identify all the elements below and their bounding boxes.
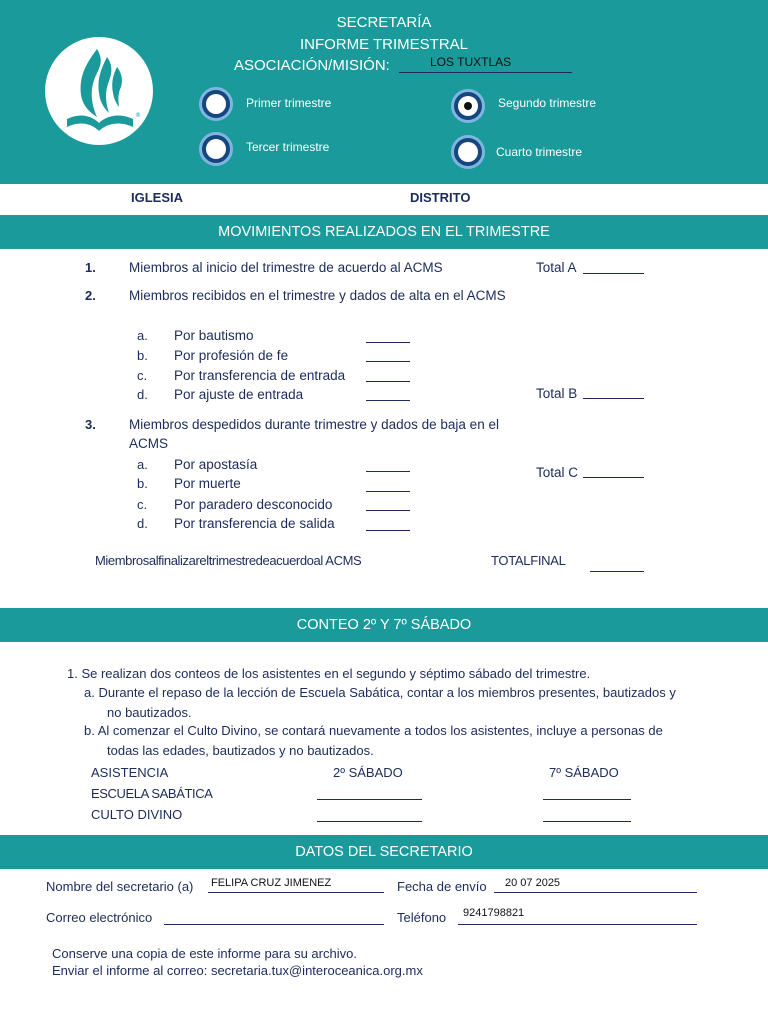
radio-segundo-trimestre[interactable] <box>451 89 485 123</box>
church-logo <box>45 37 153 145</box>
telefono-value: 9241798821 <box>463 907 525 919</box>
sub-text-transferencia-salida: Por transferencia de salida <box>174 516 335 531</box>
secretary-name-label: Nombre del secretario (a) <box>46 879 194 894</box>
secretary-name-value: FELIPA CRUZ JIMENEZ <box>211 877 332 889</box>
final-members-label: Miembrosalfinalizareltrimestredeacuerdoal ACMS <box>95 553 362 568</box>
sub-text-ajuste-entrada: Por ajuste de entrada <box>174 387 304 402</box>
flame-bible-icon <box>45 37 153 145</box>
muerte-field[interactable] <box>366 491 410 492</box>
culto-divino-label: CULTO DIVINO <box>91 807 183 822</box>
item2-text: Miembros recibidos en el trimestre y dados de alta en el ACMS <box>129 288 506 303</box>
radio-tercer-trimestre[interactable] <box>199 132 233 166</box>
escuela-sabatica-label: ESCUELA SABÁTICA <box>91 786 213 801</box>
total-final-field[interactable] <box>590 571 644 572</box>
item1-text: Miembros al inicio del trimestre de acuerdo al ACMS <box>129 260 443 275</box>
radio-cuarto-trimestre[interactable] <box>451 135 485 169</box>
sub-text-muerte: Por muerte <box>174 476 241 491</box>
segundo-sabado-header: 2º SÁBADO <box>333 765 403 780</box>
conteo-paragraph-b-line1: b. Al comenzar el Culto Divino, se contará nuevamente a todos los asistentes, incluye a personas de <box>84 723 663 738</box>
sub-letter: c. <box>137 497 148 512</box>
total-a-field[interactable] <box>583 273 644 274</box>
conteo-paragraph-a-line2: no bautizados. <box>107 705 192 720</box>
radio-selected-dot <box>464 102 472 110</box>
conteo-paragraph-b-line2: todas las edades, bautizados y no bautizados. <box>107 743 374 758</box>
total-a-label: Total A <box>536 260 577 275</box>
fecha-envio-field[interactable] <box>494 892 697 893</box>
bautismo-field[interactable] <box>366 342 410 343</box>
sub-letter: c. <box>137 368 148 383</box>
cd-7-sabado-field[interactable] <box>543 821 631 822</box>
secretary-name-field[interactable] <box>208 892 384 893</box>
paradero-field[interactable] <box>366 510 410 511</box>
total-b-label: Total B <box>536 386 578 401</box>
association-label: ASOCIACIÓN/MISIÓN: <box>234 57 390 74</box>
label-segundo-trimestre: Segundo trimestre <box>498 96 597 110</box>
secretario-section-title: DATOS DEL SECRETARIO <box>0 835 768 869</box>
footer-note-line1: Conserve una copia de este informe para su archivo. <box>52 946 357 961</box>
profesion-field[interactable] <box>366 361 410 362</box>
association-value: LOS TUXTLAS <box>430 55 512 69</box>
header-title-secretaria: SECRETARÍA <box>336 14 432 31</box>
sub-letter: a. <box>137 328 148 343</box>
cd-2-sabado-field[interactable] <box>317 821 422 822</box>
sub-text-bautismo: Por bautismo <box>174 328 254 343</box>
sub-letter: b. <box>137 348 148 363</box>
sub-letter: a. <box>137 457 148 472</box>
correo-field[interactable] <box>164 924 384 925</box>
total-b-field[interactable] <box>583 398 644 399</box>
item-number: 2. <box>85 288 96 303</box>
septimo-sabado-header: 7º SÁBADO <box>549 765 619 780</box>
item3-text-line1: Miembros despedidos durante trimestre y dados de baja en el <box>129 417 499 432</box>
iglesia-label: IGLESIA <box>131 190 184 205</box>
sub-letter: d. <box>137 387 148 402</box>
label-primer-trimestre: Primer trimestre <box>246 96 332 110</box>
radio-primer-trimestre[interactable] <box>199 87 233 121</box>
label-tercer-trimestre: Tercer trimestre <box>246 140 330 154</box>
es-2-sabado-field[interactable] <box>317 799 422 800</box>
conteo-paragraph-1: 1. Se realizan dos conteos de los asistentes en el segundo y séptimo sábado del trimestre. <box>67 666 591 681</box>
telefono-label: Teléfono <box>397 910 447 925</box>
sub-letter: d. <box>137 516 148 531</box>
ajuste-entrada-field[interactable] <box>366 400 410 401</box>
sub-text-apostasia: Por apostasía <box>174 457 258 472</box>
es-7-sabado-field[interactable] <box>543 799 631 800</box>
total-final-label: TOTALFINAL <box>491 553 566 568</box>
distrito-label: DISTRITO <box>410 190 471 205</box>
transferencia-entrada-field[interactable] <box>366 381 410 382</box>
total-c-field[interactable] <box>583 477 644 478</box>
fecha-envio-label: Fecha de envío <box>397 879 487 894</box>
sub-letter: b. <box>137 476 148 491</box>
svg-text:®: ® <box>135 112 141 119</box>
association-field[interactable] <box>399 72 572 73</box>
label-cuarto-trimestre: Cuarto trimestre <box>496 145 583 159</box>
header-title-informe: INFORME TRIMESTRAL <box>299 36 469 53</box>
fecha-envio-value: 20 07 2025 <box>505 877 561 889</box>
asistencia-header: ASISTENCIA <box>91 765 169 780</box>
apostasia-field[interactable] <box>366 471 410 472</box>
conteo-section-title: CONTEO 2º Y 7º SÁBADO <box>0 608 768 642</box>
total-c-label: Total C <box>536 465 579 480</box>
item-number: 1. <box>85 260 96 275</box>
telefono-field[interactable] <box>458 924 697 925</box>
transferencia-salida-field[interactable] <box>366 530 410 531</box>
item-number: 3. <box>85 417 96 432</box>
conteo-paragraph-a-line1: a. Durante el repaso de la lección de Escuela Sabática, contar a los miembros presentes, bautizados y <box>84 685 676 700</box>
sub-text-transferencia-entrada: Por transferencia de entrada <box>174 368 346 383</box>
sub-text-paradero: Por paradero desconocido <box>174 497 333 512</box>
movements-section-title: MOVIMIENTOS REALIZADOS EN EL TRIMESTRE <box>0 215 768 249</box>
item3-text-line2: ACMS <box>129 436 169 451</box>
footer-note-line2: Enviar el informe al correo: secretaria.tux@interoceanica.org.mx <box>52 963 423 978</box>
sub-text-profesion: Por profesión de fe <box>174 348 289 363</box>
correo-label: Correo electrónico <box>46 910 153 925</box>
